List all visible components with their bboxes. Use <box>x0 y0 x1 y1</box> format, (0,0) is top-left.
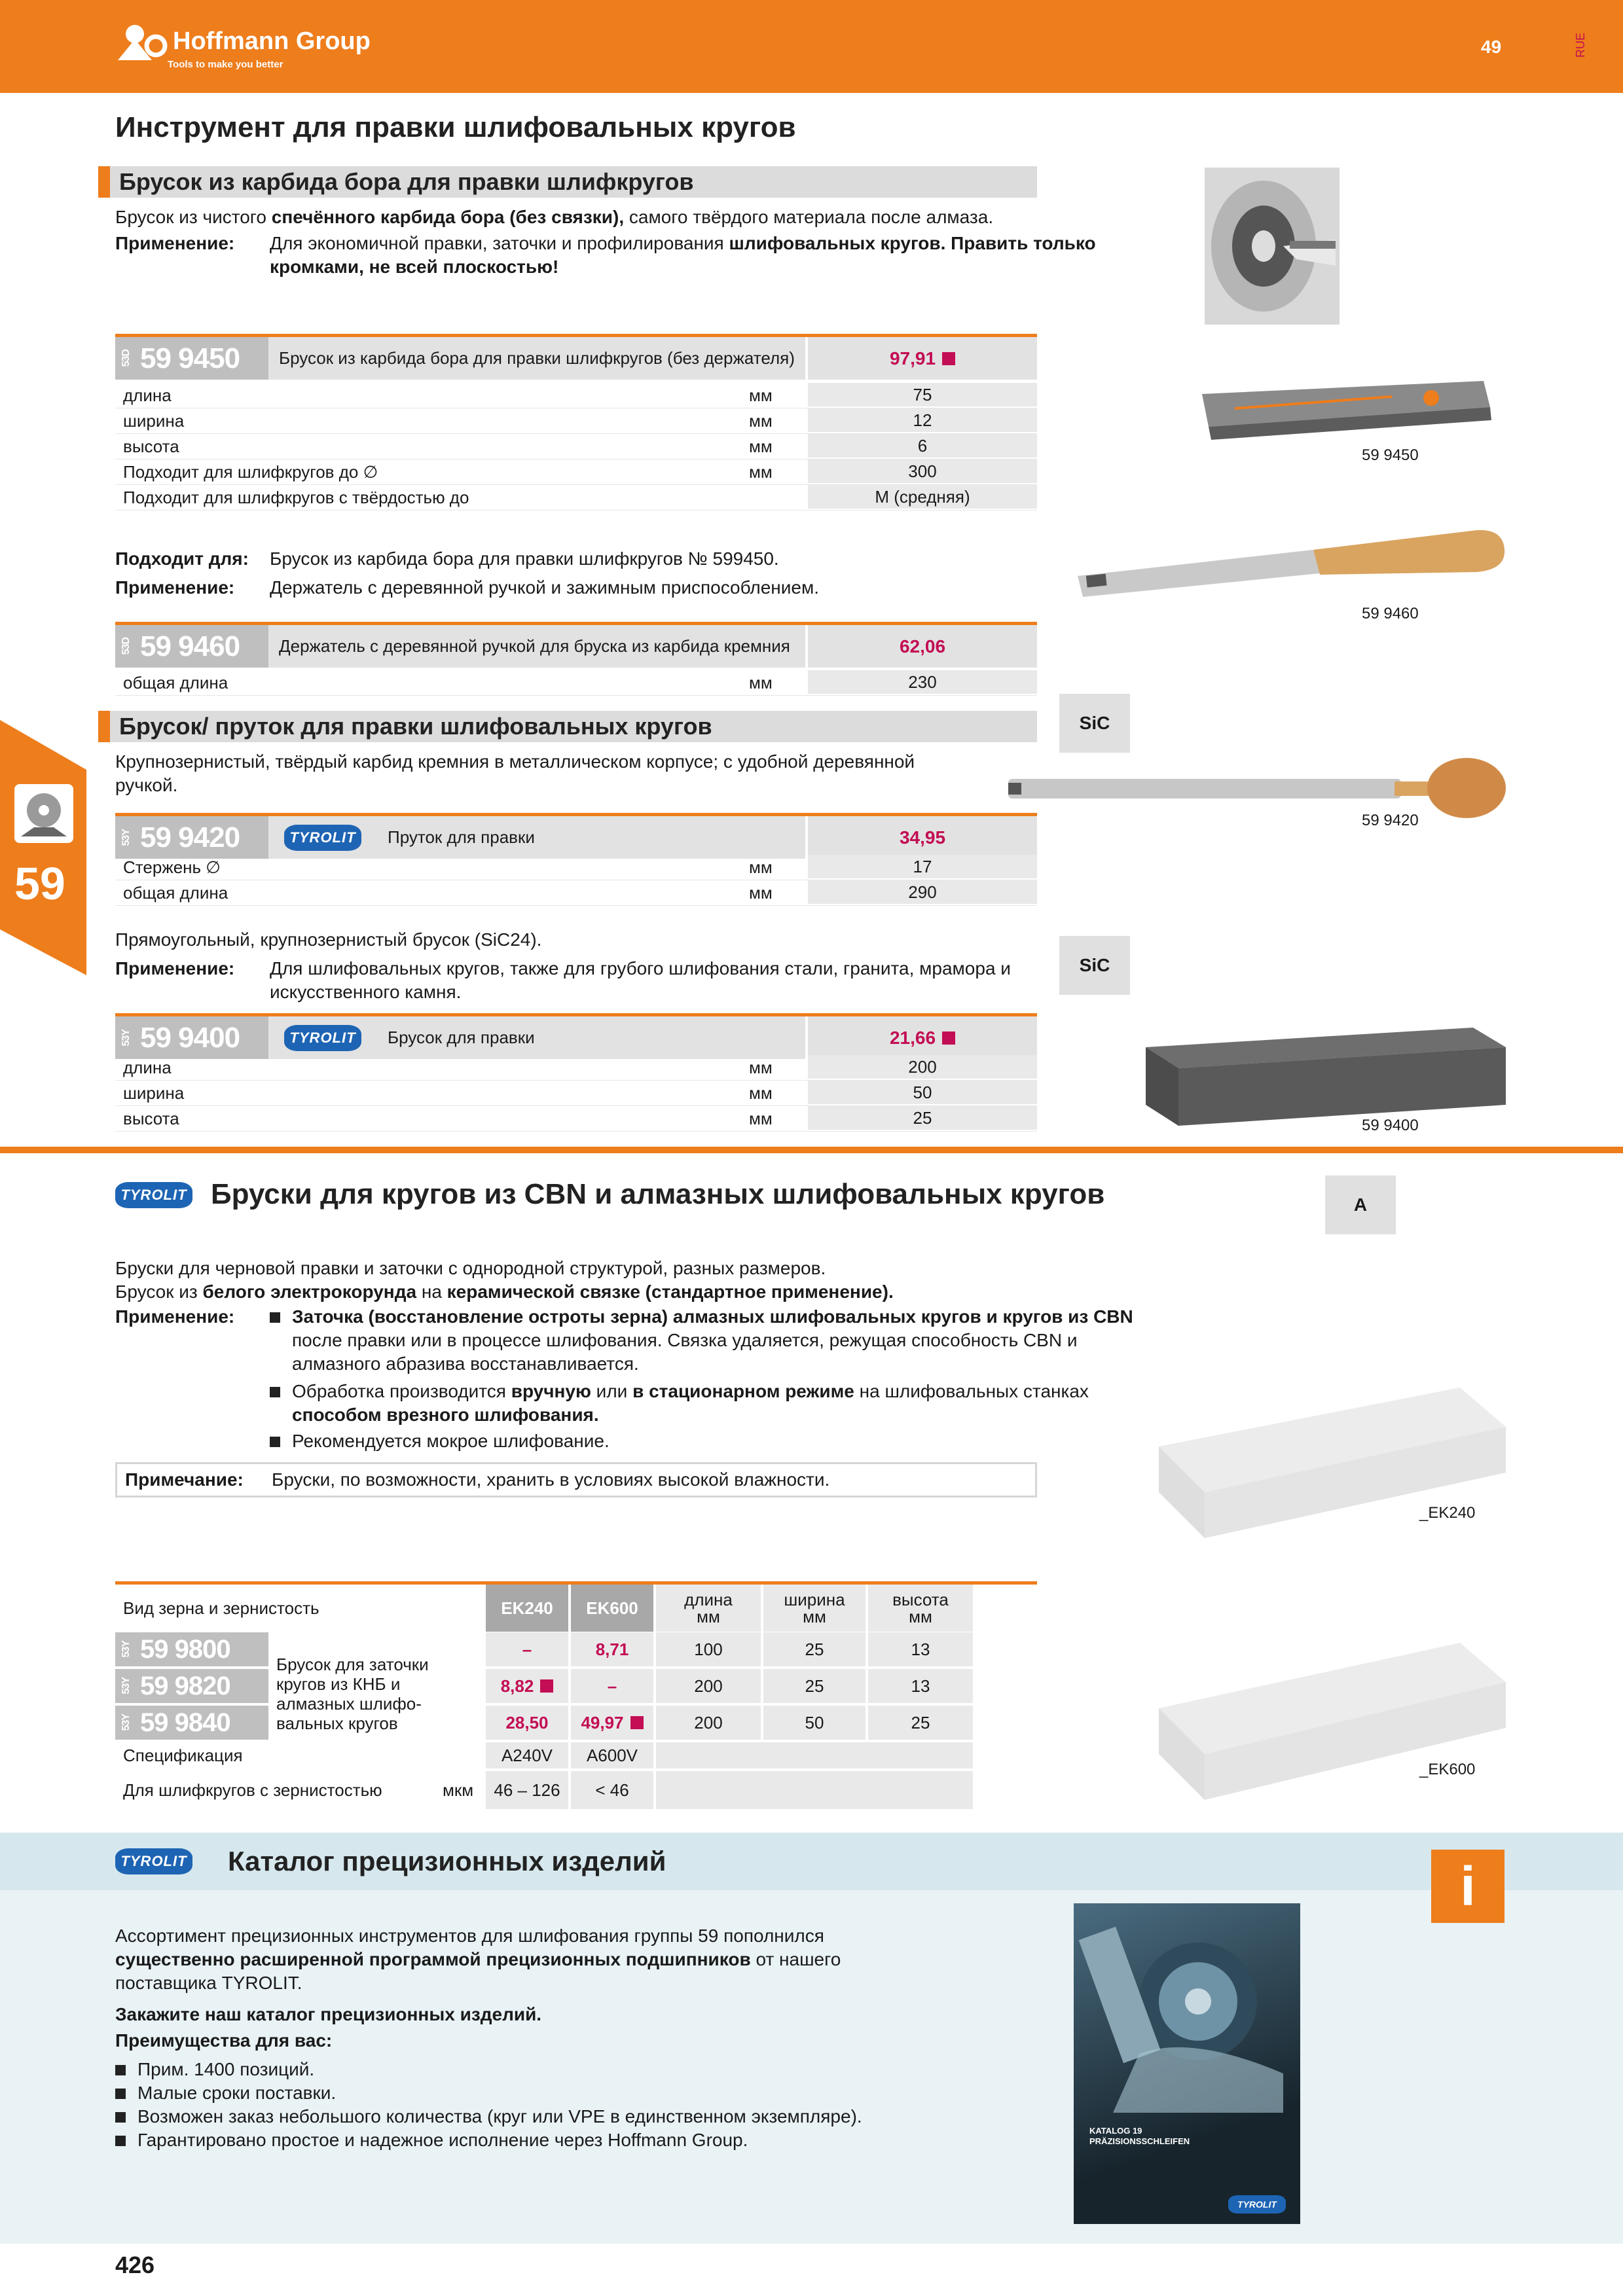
material-badge: SiC <box>1059 936 1130 995</box>
section4-application <box>115 1305 1137 1453</box>
image-caption: 59 9450 <box>1362 446 1419 464</box>
material-badge: SiC <box>1059 694 1130 753</box>
section1-application <box>115 232 1150 279</box>
catalog-order: Закажите наш каталог прецизионных изделий. <box>115 2004 542 2024</box>
product-table <box>115 1632 1037 1809</box>
list-item <box>115 2128 966 2152</box>
spec-name: Подходит для шлифкругов до ∅ <box>123 461 378 482</box>
width-value: 25 <box>763 1632 866 1666</box>
spec-table <box>115 670 1037 696</box>
price-ek600-cell <box>571 1706 653 1740</box>
spec-row <box>115 1055 1037 1081</box>
language-tag: RUE <box>1574 33 1587 58</box>
spec-ek600: A600V <box>571 1742 653 1768</box>
length-value: 200 <box>656 1706 761 1740</box>
spec-name: общая длина <box>123 882 228 903</box>
section4-heading: Бруски для кругов из CBN и алмазных шлифовальных кругов <box>211 1178 1105 1210</box>
spec-row <box>115 383 1037 408</box>
text-plain: на <box>416 1282 447 1302</box>
article-number: 59 9820 <box>140 1671 230 1700</box>
bullet-bold: вручную <box>511 1381 591 1401</box>
spec-value: 230 <box>808 670 1037 695</box>
table-header-width: ширина мм <box>763 1585 866 1632</box>
stock-code: 53Y <box>120 1714 132 1731</box>
article-code-box[interactable] <box>115 337 268 380</box>
spec-row <box>115 670 1037 696</box>
spec-row <box>115 408 1037 434</box>
benefits-list <box>115 2058 966 2152</box>
length-value: 200 <box>656 1669 761 1703</box>
spec-unit: мм <box>749 882 773 903</box>
bullet-icon <box>270 1305 292 1376</box>
spec-value: 17 <box>808 855 1037 880</box>
list-item <box>115 2105 966 2128</box>
bullet-text: или <box>591 1381 633 1401</box>
table-header-row <box>115 1585 1037 1632</box>
bullet-icon <box>115 2128 137 2152</box>
article-code-box[interactable] <box>115 1632 268 1666</box>
article-description: Пруток для правки <box>388 827 535 847</box>
spec-row <box>115 1106 1037 1132</box>
application-text: Для шлифовальных кругов, также для грубого шлифования стали, гранита, мрамора и искусственного камня. <box>270 958 1011 1002</box>
spec-row <box>115 485 1037 511</box>
bullet-icon <box>115 2081 137 2105</box>
benefits-title: Преимущества для вас: <box>115 2030 333 2051</box>
tyrolit-logo: TYROLIT <box>284 825 361 851</box>
page-title: Инструмент для правки шлифовальных кругов <box>115 111 796 143</box>
list-item <box>270 1380 1137 1427</box>
article-price-cell <box>808 337 1037 380</box>
article-price-cell <box>808 1016 1037 1059</box>
catalog-paragraph <box>115 1924 901 1995</box>
page-number-top: 49 <box>1481 37 1502 57</box>
fits-label: Подходит для: <box>115 548 249 569</box>
spec-name: ширина <box>123 1083 185 1103</box>
spec-name: Подходит для шлифкругов с твёрдостью до <box>123 487 469 507</box>
section5-heading: Каталог прецизионных изделий <box>228 1846 666 1876</box>
application-text: Держатель с деревянной ручкой и зажимным приспособлением. <box>270 577 819 598</box>
price-ek600: 49,97 <box>581 1712 624 1732</box>
article-description: Держатель с деревянной ручкой для бруска из карбида кремния <box>268 625 808 668</box>
spec-unit: мм <box>749 1057 773 1077</box>
grain-ek600: < 46 <box>571 1771 653 1809</box>
article-number: 59 9800 <box>140 1634 230 1664</box>
price-ek240: 8,82 <box>500 1676 534 1696</box>
stock-code: 53Y <box>120 1641 132 1658</box>
article-description-cell <box>268 1016 808 1059</box>
price-marker-icon <box>540 1679 553 1693</box>
price-ek240-cell <box>486 1669 568 1703</box>
spec-table <box>115 383 1037 511</box>
material-badge: A <box>1325 1175 1396 1234</box>
grain-label: Для шлифкругов с зернистостью <box>123 1780 382 1800</box>
spec-unit: мм <box>749 1108 773 1128</box>
text-plain: Брусок из <box>115 1282 203 1302</box>
article-number: 59 9420 <box>140 821 240 853</box>
note-text: Бруски, по возможности, хранить в условиях высокой влажности. <box>272 1469 830 1490</box>
section2-heading <box>98 711 1037 742</box>
spec-name: длина <box>123 385 172 405</box>
spec-empty <box>656 1742 973 1768</box>
spec-row <box>115 855 1037 880</box>
catalog-cover[interactable] <box>1074 1903 1300 2224</box>
spec-ek240: A240V <box>486 1742 568 1768</box>
article-price: 97,91 <box>889 348 936 368</box>
table-description: Брусок для заточки кругов из КНБ и алмазных шлифо-вальных кругов <box>276 1655 429 1733</box>
spec-unit: мм <box>749 410 773 431</box>
catalog-cover-title: KATALOG 19 PRÄZISIONSSCHLEIFEN <box>1089 2126 1190 2146</box>
section4-line2 <box>115 1280 1163 1304</box>
hoffmann-logo-icon <box>115 21 169 62</box>
spec-table <box>115 855 1037 906</box>
table-header-length: длина мм <box>656 1585 761 1632</box>
chapter-number: 59 <box>14 858 65 909</box>
section1-intro <box>115 206 1137 229</box>
article-code-box[interactable] <box>115 625 268 668</box>
height-value: 13 <box>868 1632 973 1666</box>
spec-unit: мм <box>749 857 773 877</box>
list-item <box>270 1305 1137 1376</box>
rectangular-stone-image <box>1133 1021 1512 1139</box>
boron-bar-image <box>1195 374 1497 446</box>
bullet-text: после правки или в процессе шлифования. Связка удаляется, режущая способность CBN и алмазного абразива восстанавливается. <box>292 1330 1078 1374</box>
tyrolit-logo: TYROLIT <box>284 1025 361 1051</box>
bullet-icon <box>270 1380 292 1427</box>
height-value: 25 <box>868 1706 973 1740</box>
article-price: 34,95 <box>808 816 1037 859</box>
bullet-text: Обработка производится <box>292 1381 511 1401</box>
table-header-ek600: EK600 <box>571 1585 653 1632</box>
brand-tagline: Tools to make you better <box>168 59 283 70</box>
price-ek600: – <box>571 1669 653 1703</box>
image-caption: 59 9460 <box>1362 605 1419 622</box>
application-label: Применение: <box>115 958 235 978</box>
spec-unit: мм <box>749 672 773 692</box>
benefit-text: Возможен заказ небольшого количества (круг или VPE в единственном экземпляре). <box>137 2106 862 2126</box>
section-divider <box>0 1147 1623 1153</box>
intro-bold: спечённого карбида бора (без связки), <box>271 207 625 227</box>
spec-unit <box>749 485 808 510</box>
height-value: 13 <box>868 1669 973 1703</box>
bullet-icon <box>270 1429 292 1453</box>
list-item <box>115 2081 966 2105</box>
note-box <box>115 1462 1037 1498</box>
list-item <box>115 2058 966 2081</box>
ek600-stone-image <box>1152 1636 1512 1806</box>
text-bold: существенно расширенной программой прецизионных подшипников <box>115 1949 751 1969</box>
article-description: Брусок для правки <box>388 1028 535 1047</box>
article-price: 62,06 <box>808 625 1037 668</box>
stock-code: 53Y <box>120 1029 132 1047</box>
width-value: 50 <box>763 1706 866 1740</box>
grain-empty <box>656 1771 973 1809</box>
article-number: 59 9460 <box>140 630 240 662</box>
application-text: Для экономичной правки, заточки и профилирования <box>270 233 729 253</box>
dressing-rod-image <box>1002 753 1525 825</box>
price-ek240: – <box>486 1632 568 1666</box>
width-value: 25 <box>763 1669 866 1703</box>
article-code-box[interactable] <box>115 1016 268 1059</box>
grinding-wheel-icon <box>14 784 73 843</box>
grain-unit: мкм <box>443 1780 474 1800</box>
text-bold: белого электрокорунда <box>202 1282 417 1302</box>
bullet-icon <box>115 2058 137 2081</box>
spec-value: 200 <box>808 1055 1037 1080</box>
grinding-scene-image <box>1074 1903 1300 2113</box>
image-caption: _EK600 <box>1419 1761 1476 1778</box>
info-icon[interactable]: i <box>1431 1850 1504 1923</box>
tyrolit-logo: TYROLIT <box>115 1182 192 1208</box>
section1-heading-text: Брусок из карбида бора для правки шлифкругов <box>119 168 694 195</box>
brand-logo[interactable] <box>115 21 371 80</box>
stock-code: 53Y <box>120 829 132 846</box>
article-header <box>115 622 1037 668</box>
text-bold: керамической связке (стандартное применение). <box>447 1282 894 1302</box>
benefit-text: Гарантировано простое и надежное исполнение через Hoffmann Group. <box>137 2130 748 2150</box>
price-ek240: 28,50 <box>486 1706 568 1740</box>
spec-row <box>115 434 1037 459</box>
spec-value: 75 <box>808 383 1037 408</box>
stock-code: 53D <box>120 350 132 367</box>
image-caption: 59 9420 <box>1362 812 1419 829</box>
price-ek600: 8,71 <box>571 1632 653 1666</box>
spec-row <box>115 880 1037 906</box>
spec-row <box>115 1081 1037 1106</box>
article-header <box>115 813 1037 859</box>
article-code-box[interactable] <box>115 1706 268 1740</box>
spec-name: ширина <box>123 410 185 431</box>
application-label: Применение: <box>115 1306 235 1327</box>
application-bold: шлифовальных кругов. Править только кромками, не всей плоскостью! <box>270 233 1096 277</box>
spec-unit: мм <box>749 385 773 405</box>
catalog-cover-brand: TYROLIT <box>1228 2195 1286 2214</box>
section2-intro: Крупнозернистый, твёрдый карбид кремния в металлическом корпусе; с удобной деревянной ручкой. <box>115 751 915 795</box>
section4-line1: Бруски для черновой правки и заточки с однородной структурой, разных размеров. <box>115 1258 826 1278</box>
fits-text: Брусок из карбида бора для правки шлифкругов № 599450. <box>270 548 779 569</box>
brand-name: Hoffmann Group <box>173 27 371 55</box>
table-header-ek240: EK240 <box>486 1585 568 1632</box>
spec-name: высота <box>123 1108 179 1128</box>
length-value: 100 <box>656 1632 761 1666</box>
image-caption: 59 9400 <box>1362 1117 1419 1134</box>
holder-fits <box>115 547 1032 571</box>
stock-code: 53D <box>120 637 132 655</box>
article-header <box>115 1013 1037 1059</box>
section2-heading-text: Брусок/ пруток для правки шлифовальных кругов <box>119 713 712 740</box>
article-description: Брусок из карбида бора для правки шлифкругов (без держателя) <box>268 337 808 380</box>
section3-intro: Прямоугольный, крупнозернистый брусок (SiC24). <box>115 929 542 950</box>
article-header <box>115 334 1037 380</box>
spec-row <box>115 459 1037 485</box>
image-caption: _EK240 <box>1419 1504 1476 1522</box>
bullet-bold: в стационарном режиме <box>632 1381 854 1401</box>
spec-name: высота <box>123 436 179 456</box>
intro-text: самого твёрдого материала после алмаза. <box>624 207 994 227</box>
spec-value: 12 <box>808 408 1037 433</box>
holder-application <box>115 576 1032 600</box>
spec-value: 300 <box>808 459 1037 484</box>
text-plain: от нашего поставщика TYROLIT. <box>115 1949 841 1993</box>
dressing-photo <box>1205 168 1340 325</box>
section3-application <box>115 957 1032 1004</box>
bullet-text: на шлифовальных станках <box>854 1381 1089 1401</box>
spec-table <box>115 1055 1037 1132</box>
application-label: Применение: <box>115 577 235 598</box>
tyrolit-logo: TYROLIT <box>115 1848 192 1874</box>
spec-unit: мм <box>749 436 773 456</box>
table-header-grain: Вид зерна и зернистость <box>123 1598 319 1618</box>
spec-name: общая длина <box>123 672 228 692</box>
article-description-cell <box>268 816 808 859</box>
bullet-icon <box>115 2105 137 2128</box>
grain-ek240: 46 – 126 <box>486 1771 568 1809</box>
bullet-bold: способом врезного шлифования. <box>292 1405 599 1425</box>
spec-label: Спецификация <box>123 1745 243 1765</box>
application-label: Применение: <box>115 233 235 253</box>
spec-value: 6 <box>808 434 1037 459</box>
text-plain: Ассортимент прецизионных инструментов для шлифования группы 59 пополнился <box>115 1926 824 1946</box>
spec-name: длина <box>123 1057 172 1077</box>
benefit-text: Малые сроки поставки. <box>137 2083 337 2103</box>
article-code-box[interactable] <box>115 1669 268 1703</box>
price-marker-icon <box>630 1716 644 1729</box>
page-number: 426 <box>115 2251 155 2278</box>
article-code-box[interactable] <box>115 816 268 859</box>
bullet-bold: Заточка (восстановление остроты зерна) алмазных шлифовальных кругов и кругов из CBN <box>292 1306 1133 1327</box>
chapter-side-tab <box>0 720 86 975</box>
holder-image <box>1071 524 1510 609</box>
price-marker-icon <box>942 1031 955 1045</box>
table-header-height: высота мм <box>868 1585 973 1632</box>
article-number: 59 9400 <box>140 1021 240 1054</box>
benefit-text: Прим. 1400 позиций. <box>137 2059 315 2079</box>
section1-heading <box>98 166 1037 198</box>
article-number: 59 9840 <box>140 1708 230 1737</box>
spec-value: M (средняя) <box>808 485 1037 510</box>
list-item <box>270 1429 1137 1453</box>
intro-text: Брусок из чистого <box>115 207 272 227</box>
spec-unit: мм <box>749 461 773 482</box>
bullet-text: Рекомендуется мокрое шлифование. <box>292 1431 610 1451</box>
price-marker-icon <box>942 352 955 365</box>
spec-value: 290 <box>808 880 1037 905</box>
spec-unit: мм <box>749 1083 773 1103</box>
spec-name: Стержень ∅ <box>123 857 221 877</box>
spec-value: 50 <box>808 1081 1037 1105</box>
note-label: Примечание: <box>125 1469 244 1490</box>
spec-value: 25 <box>808 1106 1037 1131</box>
article-price: 21,66 <box>889 1027 936 1048</box>
stock-code: 53Y <box>120 1677 132 1695</box>
article-number: 59 9450 <box>140 342 240 374</box>
